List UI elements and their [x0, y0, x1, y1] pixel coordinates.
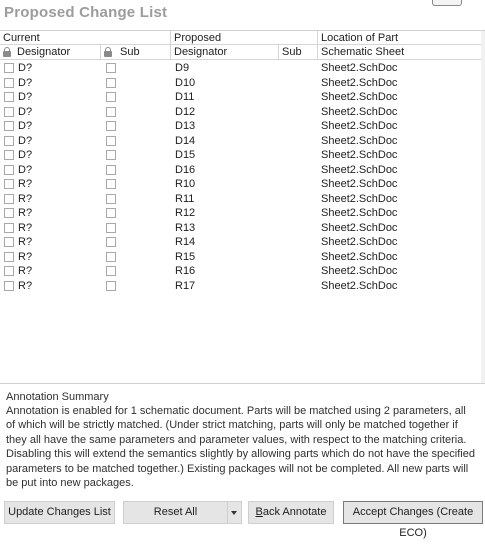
table-row[interactable]: [0, 264, 485, 279]
schematic-sheet: Sheet2.SchDoc: [321, 134, 398, 147]
back-annotate-button[interactable]: Back Annotate: [248, 501, 334, 524]
schematic-sheet: Sheet2.SchDoc: [321, 265, 398, 277]
table-row[interactable]: [0, 105, 485, 120]
schematic-sheet: Sheet2.SchDoc: [321, 149, 398, 161]
table-row[interactable]: [0, 279, 485, 294]
table-row[interactable]: [0, 177, 485, 192]
table-row[interactable]: [0, 192, 485, 207]
table-row[interactable]: [0, 134, 485, 149]
group-header-row: [0, 31, 485, 45]
table-row[interactable]: [0, 148, 485, 163]
vertical-scrollbar[interactable]: [481, 31, 485, 383]
proposed-designator: D16: [175, 163, 196, 176]
group-location: Location of Part: [321, 32, 399, 44]
table-row[interactable]: [0, 250, 485, 265]
reset-all-button[interactable]: Reset All: [123, 501, 228, 524]
schematic-sheet: Sheet2.SchDoc: [321, 207, 398, 219]
current-designator: D?: [18, 120, 33, 132]
current-designator: D?: [18, 163, 33, 176]
proposed-designator: D14: [175, 134, 196, 147]
group-current: Current: [3, 32, 40, 44]
col-current-sub[interactable]: Sub: [120, 46, 140, 58]
current-designator: R?: [18, 265, 33, 277]
panel-toggle-icon[interactable]: [432, 0, 462, 6]
current-designator: R?: [18, 236, 33, 248]
proposed-designator: D10: [175, 76, 196, 89]
current-lock-checkbox[interactable]: [4, 150, 14, 160]
current-lock-checkbox[interactable]: [4, 223, 14, 233]
annotation-summary-text: Annotation is enabled for 1 schematic document. Parts will be matched using 2 parameters, all of which will be strictly matched. (Under strict matching, parts will only be matched together if they all have the same parameters and parameter values, with respect to the matching criteria. Disabling this will extend the semantics slightly by allowing parts which do not have the specified parameters to be matched together.) Existing packages will not be completed. All new parts will be put into new packages.: [6, 405, 475, 490]
lock-icon[interactable]: [3, 47, 11, 57]
table-row[interactable]: [0, 221, 485, 236]
current-designator: R?: [18, 250, 33, 263]
schematic-sheet: Sheet2.SchDoc: [321, 221, 398, 234]
proposed-designator: R15: [175, 250, 196, 263]
current-lock-checkbox[interactable]: [4, 266, 14, 276]
schematic-sheet: Sheet2.SchDoc: [321, 163, 398, 176]
proposed-designator: D13: [175, 120, 196, 132]
current-designator: D?: [18, 105, 33, 118]
current-sub-lock-checkbox[interactable]: [106, 136, 116, 146]
current-designator: R?: [18, 279, 33, 292]
schematic-sheet: Sheet2.SchDoc: [321, 105, 398, 118]
proposed-designator: D9: [175, 62, 190, 74]
schematic-sheet: Sheet2.SchDoc: [321, 91, 398, 103]
chevron-down-icon: [231, 511, 237, 515]
current-lock-checkbox[interactable]: [4, 165, 14, 175]
current-designator: D?: [18, 149, 33, 161]
accept-changes-button[interactable]: Accept Changes (Create ECO): [343, 501, 483, 524]
col-schematic-sheet[interactable]: Schematic Sheet: [321, 46, 405, 58]
current-sub-lock-checkbox[interactable]: [106, 165, 116, 175]
current-sub-lock-checkbox[interactable]: [106, 281, 116, 291]
proposed-designator: D11: [175, 91, 195, 103]
current-sub-lock-checkbox[interactable]: [106, 63, 116, 73]
current-sub-lock-checkbox[interactable]: [106, 121, 116, 131]
current-lock-checkbox[interactable]: [4, 92, 14, 102]
table-row[interactable]: [0, 61, 485, 76]
schematic-sheet: Sheet2.SchDoc: [321, 120, 398, 132]
current-lock-checkbox[interactable]: [4, 252, 14, 262]
current-lock-checkbox[interactable]: [4, 179, 14, 189]
current-lock-checkbox[interactable]: [4, 136, 14, 146]
current-lock-checkbox[interactable]: [4, 237, 14, 247]
proposed-designator: R14: [175, 236, 196, 248]
table-row[interactable]: [0, 206, 485, 221]
column-header-row: [0, 45, 485, 60]
proposed-designator: R16: [175, 265, 196, 277]
group-proposed: Proposed: [174, 32, 222, 44]
current-sub-lock-checkbox[interactable]: [106, 237, 116, 247]
schematic-sheet: Sheet2.SchDoc: [321, 76, 398, 89]
schematic-sheet: Sheet2.SchDoc: [321, 178, 398, 190]
proposed-designator: R11: [175, 192, 195, 205]
table-row[interactable]: [0, 163, 485, 178]
schematic-sheet: Sheet2.SchDoc: [321, 192, 398, 205]
current-lock-checkbox[interactable]: [4, 121, 14, 131]
current-designator: D?: [18, 134, 33, 147]
current-sub-lock-checkbox[interactable]: [106, 92, 116, 102]
current-designator: R?: [18, 221, 33, 234]
current-designator: R?: [18, 207, 33, 219]
table-row[interactable]: [0, 235, 485, 250]
current-lock-checkbox[interactable]: [4, 78, 14, 88]
current-sub-lock-checkbox[interactable]: [106, 194, 116, 204]
current-designator: R?: [18, 178, 33, 190]
current-sub-lock-checkbox[interactable]: [106, 150, 116, 160]
current-sub-lock-checkbox[interactable]: [106, 179, 116, 189]
proposed-designator: R13: [175, 221, 196, 234]
current-lock-checkbox[interactable]: [4, 194, 14, 204]
current-sub-lock-checkbox[interactable]: [106, 266, 116, 276]
current-designator: R?: [18, 192, 33, 205]
current-lock-checkbox[interactable]: [4, 107, 14, 117]
schematic-sheet: Sheet2.SchDoc: [321, 250, 398, 263]
current-lock-checkbox[interactable]: [4, 63, 14, 73]
current-lock-checkbox[interactable]: [4, 208, 14, 218]
current-sub-lock-checkbox[interactable]: [106, 107, 116, 117]
reset-all-dropdown-button[interactable]: [227, 501, 242, 524]
proposed-designator: R17: [175, 279, 196, 292]
current-sub-lock-checkbox[interactable]: [106, 208, 116, 218]
proposed-change-grid[interactable]: [0, 30, 485, 384]
schematic-sheet: Sheet2.SchDoc: [321, 236, 398, 248]
table-row[interactable]: [0, 76, 485, 91]
annotation-summary-heading: Annotation Summary: [6, 391, 109, 403]
schematic-sheet: Sheet2.SchDoc: [321, 279, 398, 292]
proposed-designator: D12: [175, 105, 196, 118]
current-sub-lock-checkbox[interactable]: [106, 78, 116, 88]
current-sub-lock-checkbox[interactable]: [106, 223, 116, 233]
col-proposed-designator[interactable]: Designator: [174, 46, 228, 58]
current-lock-checkbox[interactable]: [4, 281, 14, 291]
proposed-designator: R10: [175, 178, 196, 190]
proposed-designator: D15: [175, 149, 196, 161]
proposed-designator: R12: [175, 207, 196, 219]
schematic-sheet: Sheet2.SchDoc: [321, 62, 398, 74]
table-row[interactable]: [0, 90, 485, 105]
current-sub-lock-checkbox[interactable]: [106, 252, 116, 262]
current-designator: D?: [18, 76, 33, 89]
lock-icon[interactable]: [104, 47, 112, 57]
table-row[interactable]: [0, 119, 485, 134]
panel-title: Proposed Change List: [4, 4, 168, 21]
current-designator: D?: [18, 91, 33, 103]
col-proposed-sub[interactable]: Sub: [282, 46, 302, 58]
col-current-designator[interactable]: Designator: [17, 46, 71, 58]
current-designator: D?: [18, 62, 33, 74]
update-changes-list-button[interactable]: Update Changes List: [4, 501, 115, 524]
